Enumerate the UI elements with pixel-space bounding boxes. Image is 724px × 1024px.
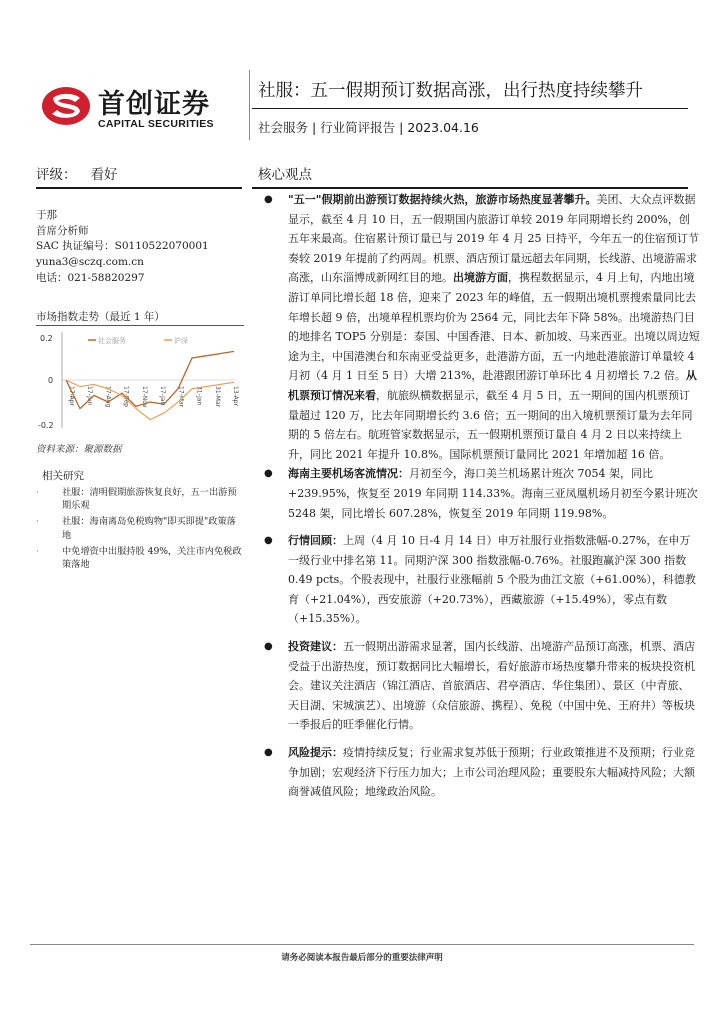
x-tick-label: 31-Mar bbox=[213, 386, 221, 408]
bullet-head: "五一"假期前出游预订数据持续火热，旅游市场热度显著攀升。 bbox=[288, 193, 597, 206]
analyst-name: 于那 bbox=[36, 209, 57, 221]
bullet-investment-advice bbox=[258, 637, 700, 735]
y-tick-label: 0.2 bbox=[40, 334, 53, 343]
x-tick-label: 17-Apr bbox=[68, 386, 75, 407]
bullet-dot-icon: ● bbox=[264, 468, 273, 480]
x-tick-label: 17-Nov bbox=[140, 386, 148, 408]
analyst-role: 首席分析师 bbox=[36, 224, 89, 237]
related-item[interactable] bbox=[36, 486, 242, 512]
related-item[interactable] bbox=[36, 545, 242, 571]
bullet-dot-icon: ● bbox=[264, 535, 273, 547]
bullet-head: 投资建议： bbox=[288, 640, 343, 654]
x-tick-label: 17-Sep bbox=[122, 386, 130, 408]
chart-source: 资料来源：聚源数据 bbox=[36, 444, 122, 455]
bullet-text: 美团、大众点评数据显示，截至 4 月 10 日，五一假期国内旅游订单较 2019 年同期增长约 200%，创五年来最高。住宿累计预订量已与 2019 年 4 月 25 日持平，今年五一的住宿预订节奏较 2019 年提前了约两周。机票、酒店预订量远超去年同期，长线游、出境游需求高涨，山东淄博成新网红目的地。 bbox=[288, 193, 699, 285]
bullet-head: 行情回顾： bbox=[288, 534, 343, 548]
chart-title: 市场指数走势（最近 1 年） bbox=[36, 311, 165, 323]
footer-rule bbox=[30, 944, 694, 945]
core-bullets bbox=[258, 190, 700, 802]
report-subtitle: 社会服务 | 行业简评报告 | 2023.04.16 bbox=[258, 120, 479, 135]
y-tick-label: 0 bbox=[48, 376, 54, 385]
logo-cn-text: 首创证券 bbox=[98, 89, 210, 120]
related-item[interactable] bbox=[36, 515, 242, 541]
related-item-text[interactable]: 中免增资中出服持股 49%，关注市内免税政策落地 bbox=[62, 545, 242, 571]
related-list bbox=[36, 486, 242, 574]
rating-rule bbox=[36, 187, 242, 189]
analyst-email[interactable]: yuna3@sczq.com.cn bbox=[36, 256, 144, 269]
analyst-info bbox=[36, 208, 209, 287]
bullet-text: ，携程数据显示，4 月上旬，内地出境游订单同比增长超 18 倍，迎来了 2023 年的峰值，五一假期出境机票搜索量同比去年增长超 9 倍，出境单程机票均价为 2564 元，同比去年下降 58%。出境游热门目的地排名 TOP5 分别是：泰国、中国香港、日本、新加坡、马来西亚。出境以周边短途为主，中国港澳台和东南亚受益更多，赴港游方面，五一内地赴港旅游订单量较 4 月初（4 月 1 日至 5 日）大增 213%，赴港跟团游订单环比 4 月初增长 7.2 倍。 bbox=[288, 271, 700, 383]
bullet-hainan-airports bbox=[258, 464, 700, 523]
related-item-text[interactable]: 社服：清明假期旅游恢复良好，五一出游预期乐观 bbox=[62, 487, 237, 512]
bullet-market-review bbox=[258, 531, 700, 629]
bullet-head: 海南主要机场客流情况： bbox=[288, 467, 409, 481]
logo-mark-icon bbox=[40, 84, 92, 128]
x-tick-label: 13-Apr bbox=[232, 386, 239, 407]
rating-label: 评级： bbox=[36, 167, 77, 183]
bullet-risk-warning bbox=[258, 743, 700, 802]
core-rule bbox=[252, 187, 688, 189]
bullet-dot-icon: · bbox=[36, 487, 39, 498]
chart-legend bbox=[88, 336, 188, 345]
rating-value: 看好 bbox=[90, 167, 118, 183]
analyst-phone: 电话：021-58820297 bbox=[36, 271, 145, 284]
legend-label-1: 社会服务 bbox=[98, 337, 126, 345]
x-tick-label: 17-Jan bbox=[159, 386, 167, 406]
analyst-sac: SAC 执证编号：S0110522070001 bbox=[36, 240, 209, 253]
x-tick-label: 17-Mar bbox=[177, 386, 185, 408]
related-item-text[interactable]: 社服：海南离岛免税购物"即买即提"政策落地 bbox=[62, 516, 236, 541]
bullet-dot-icon: ● bbox=[264, 194, 273, 205]
x-tick-labels bbox=[68, 386, 239, 408]
x-tick-label: 17-Jun bbox=[86, 386, 94, 406]
rating bbox=[36, 163, 118, 183]
chart-title-rule bbox=[36, 325, 244, 326]
x-tick-label: 17-Aug bbox=[104, 386, 112, 408]
bullet-subhead: 出境游方面 bbox=[453, 271, 508, 285]
bullet-text: 疫情持续反复；行业需求复苏低于预期；行业政策推进不及预期；行业竞争加剧；宏观经济下行压力加大；上市公司治理风险；重要股东大幅减持风险；大额商誉减值风险；地缘政治风险。 bbox=[288, 746, 695, 799]
bullet-head: 风险提示： bbox=[288, 746, 343, 760]
related-title: 相关研究 bbox=[42, 470, 84, 482]
header-divider bbox=[249, 70, 250, 140]
bullet-dot-icon: ● bbox=[264, 641, 273, 653]
y-tick-label: -0.2 bbox=[38, 421, 54, 430]
title-rule bbox=[252, 108, 688, 109]
bullet-text: ，航旅纵横数据显示，截至 4 月 5 日，五一期间的国内机票预订量超过 120 万，比去年同期增长约 3.6 倍；五一期间的出入境机票预订量为去年同期的 5 倍左右。航班管家数据显示，五一假期机票预订量自 4 月 2 日以来持续上升，同比 2021 年提升 10.8%。国际机票预订量同比 2021 年增加超 16 倍。 bbox=[288, 388, 693, 461]
bullet-text: 上周（4 月 10 日-4 月 14 日）申万社服行业指数涨幅-0.27%，在申万一级行业中排名第 11。同期沪深 300 指数涨幅-0.76%。社服跑赢沪深 300 指数 0.49 pcts。个股表现中，社服行业涨幅前 5 个股为曲江文旅（+61.00%），科德教育（+21.04%），西安旅游（+20.73%），西藏旅游（+15.49%），零点有数（+15.35%）。 bbox=[288, 534, 696, 626]
bullet-dot-icon: · bbox=[36, 545, 39, 557]
report-title: 社服：五一假期预订数据高涨，出行热度持续攀升 bbox=[258, 81, 643, 101]
legend-label-2: 沪深 bbox=[174, 337, 188, 345]
core-title: 核心观点 bbox=[258, 167, 312, 183]
legal-disclaimer[interactable]: 请务必阅读本报告最后部分的重要法律声明 bbox=[281, 953, 443, 963]
bullet-dot-icon: ● bbox=[264, 747, 273, 759]
x-tick-label: 31-Jan bbox=[195, 386, 203, 406]
market-index-chart bbox=[36, 328, 244, 438]
bullet-subhead: 从机票预订情况来看 bbox=[288, 369, 697, 402]
bullet-dot-icon: · bbox=[36, 516, 39, 528]
bullet-outbound-travel bbox=[258, 190, 700, 464]
company-logo bbox=[40, 80, 240, 134]
bullet-text: 五一假期出游需求显著，国内长线游、出境游产品预订高涨，机票、酒店受益于出游热度，预订数据同比大幅增长，看好旅游市场热度攀升带来的板块投资机会。建议关注酒店（锦江酒店、首旅酒店、君亭酒店、华住集团）、景区（中青旅、天目湖、宋城演艺）、出境游（众信旅游、携程）、免税（中国中免、王府井）等板块一季报后的旺季催化行情。 bbox=[288, 640, 695, 732]
bullet-text: 月初至今，海口美兰机场累计班次 7054 架，同比+239.95%，恢复至 2019 年同期 114.33%。海南三亚凤凰机场月初至今累计班次 5248 架，同比增长 607.28%，恢复至 2019 年同期 119.98%。 bbox=[288, 467, 698, 520]
logo-en-text: CAPITAL SECURITIES bbox=[98, 118, 214, 130]
